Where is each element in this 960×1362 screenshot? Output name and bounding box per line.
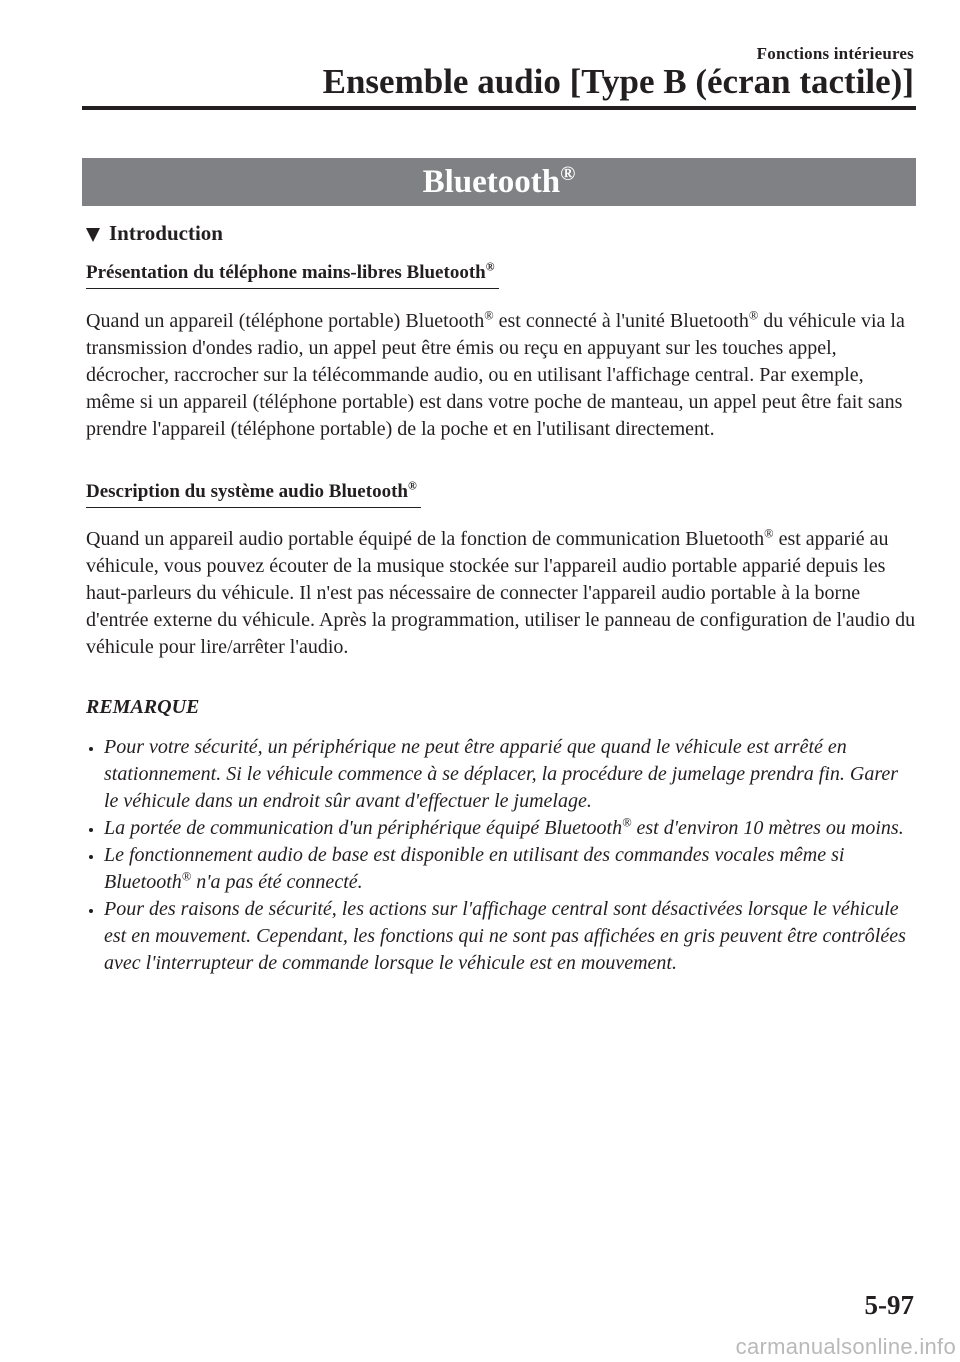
paragraph-handsfree: Quand un appareil (téléphone portable) Bluetooth® est connecté à l'unité Bluetooth® du véhicule via la transmission d'ondes radio, un appel peut être émis ou reçu en appuyant sur les touches appel, décrocher, raccrocher sur la télécommande audio, ou en utilisant l'affichage central. Par exemple, même si un appareil (téléphone portable) est dans votre poche de manteau, un appel peut être fait sans prendre l'appareil (téléphone portable) de la poche et en l'utilisant directement.: [86, 308, 905, 440]
note-item: Le fonctionnement audio de base est disponible en utilisant des commandes vocales même si Bluetooth® n'a pas été connecté.: [86, 842, 916, 896]
note-item: Pour des raisons de sécurité, les actions sur l'affichage central sont désactivées lorsque le véhicule est en mouvement. Cependant, les fonctions qui ne sont pas affichées en gris peuvent être contrôlées avec l'interrupteur de commande lorsque le véhicule est en mouvement.: [86, 896, 916, 977]
intro-heading: [86, 221, 223, 246]
paragraph-audio: Quand un appareil audio portable équipé de la fonction de communication Bluetooth® est apparié au véhicule, vous pouvez écouter de la musique stockée sur l'appareil audio portable apparié depuis les haut-parleurs du véhicule. Il n'est pas nécessaire de connecter l'appareil audio portable à la borne d'entrée externe du véhicule. Après la programmation, utiliser le panneau de configuration de l'audio du véhicule pour lire/arrêter l'audio.: [86, 526, 916, 658]
bullet-icon: [89, 909, 93, 913]
watermark: carmanualsonline.info: [735, 1334, 956, 1359]
subsection-heading-audio: Description du système audio Bluetooth®: [86, 481, 421, 508]
note-title: REMARQUE: [86, 696, 200, 718]
section-title: Bluetooth®: [422, 162, 576, 200]
header-divider: [82, 106, 916, 110]
triangle-down-icon: [86, 228, 100, 242]
registered-mark: ®: [560, 162, 576, 185]
bullet-icon: [89, 747, 93, 751]
note-item: Pour votre sécurité, un périphérique ne peut être apparié que quand le véhicule est arrêté en stationnement. Si le véhicule commence à se déplacer, la procédure de jumelage prendra fin. Garer le véhicule dans un endroit sûr avant d'effectuer le jumelage.: [86, 734, 916, 815]
bullet-icon: [89, 855, 93, 859]
section-title-bar: [82, 158, 916, 206]
note-item: La portée de communication d'un périphérique équipé Bluetooth® est d'environ 10 mètres ou moins.: [86, 815, 916, 842]
page-header-title: Ensemble audio [Type B (écran tactile)]: [322, 62, 914, 101]
page-number: 5-97: [864, 1290, 914, 1320]
intro-heading-text: Introduction: [109, 221, 223, 245]
chapter-header: Fonctions intérieures: [756, 44, 914, 63]
subsection-heading-handsfree: Présentation du téléphone mains-libres Bluetooth®: [86, 262, 499, 289]
bullet-icon: [89, 828, 93, 832]
note-list: [86, 734, 916, 977]
